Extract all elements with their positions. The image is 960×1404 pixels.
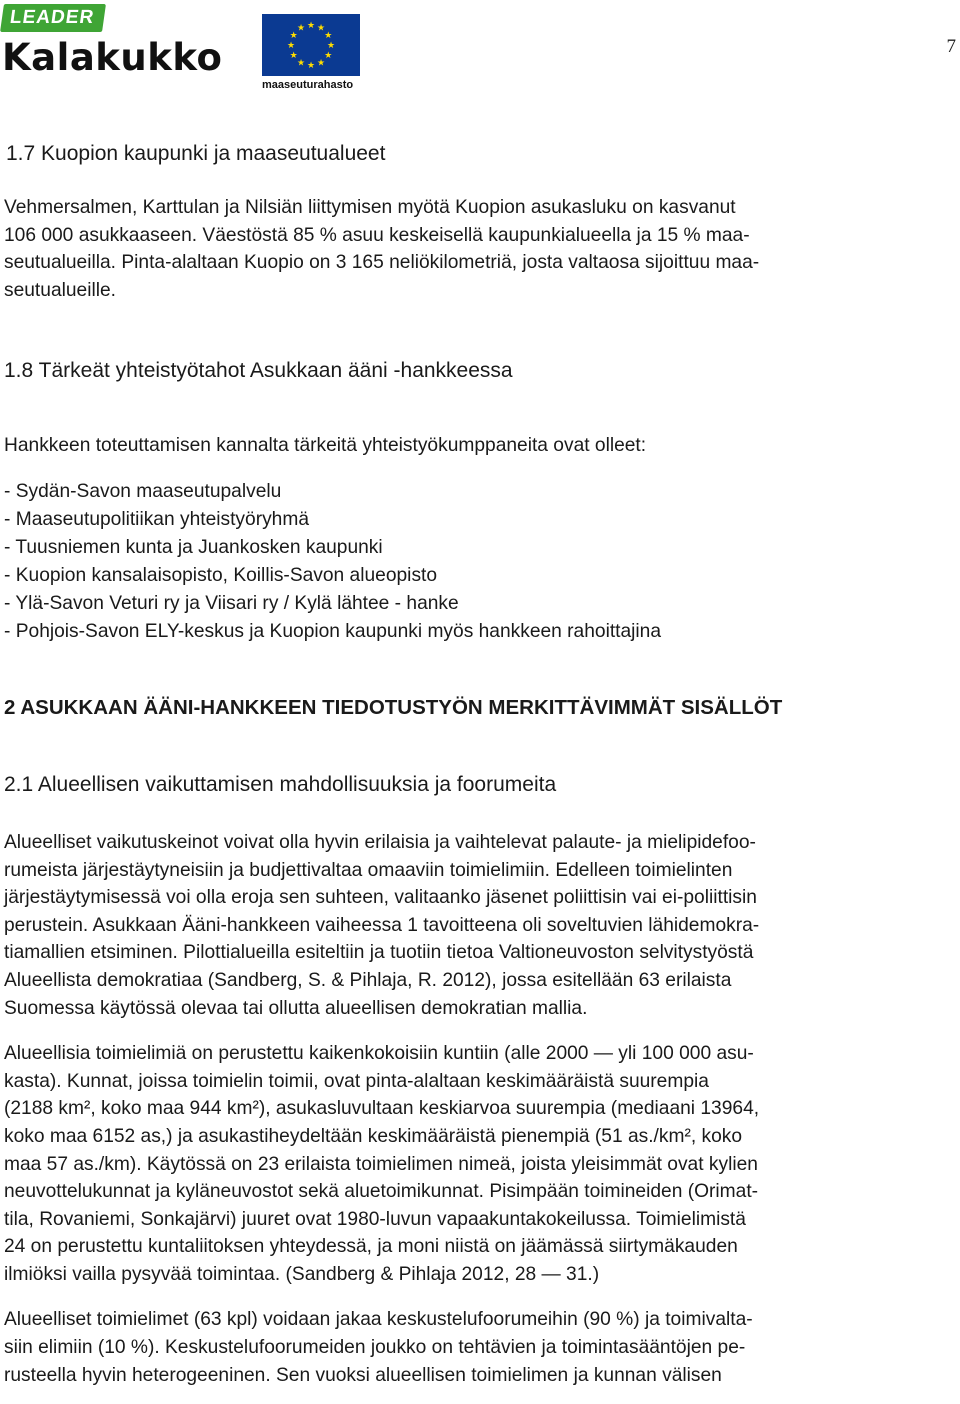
eu-star-icon: ★ (324, 30, 333, 40)
page-number: 7 (946, 36, 956, 57)
text-line: Alueellista demokratiaa (Sandberg, S. & Pihlaja, R. 2012), jossa esitellään 63 erilaista (4, 969, 732, 991)
text-line: ilmiöksi vailla pysyvää toimintaa. (Sandberg & Pihlaja 2012, 28 — 31.) (4, 1263, 600, 1285)
text-line: Alueellisia toimielimiä on perustettu kaikenkokoisiin kuntiin (alle 2000 — yli 100 000 asu- (4, 1043, 754, 1065)
leader-kalakukko-logo (2, 4, 222, 79)
eu-star-icon: ★ (316, 22, 326, 33)
eu-star-icon: ★ (286, 40, 296, 50)
text-line: 24 on perustettu kuntaliitoksen yhteydessä, ja moni niistä on jäämässä siirtymäkauden (4, 1236, 738, 1258)
paragraph-1 (4, 829, 952, 1022)
leader-badge: LEADER (0, 4, 106, 32)
list-item: - Tuusniemen kunta ja Juankosken kaupunki (4, 536, 383, 558)
text-line: Suomessa käytössä olevaa tai ollutta alueellisen demokratian mallia. (4, 997, 588, 1019)
text-line: neuvottelukunnat ja kyläneuvostot sekä aluetoimikunnat. Pisimpään toimineiden (Orimat- (4, 1181, 759, 1203)
text-line: tiamallien etsiminen. Pilottialueilla esiteltiin ja tuotiin tietoa Valtioneuvoston selvitystyöstä (4, 942, 754, 964)
text-line: maa 57 as./km). Käytössä on 23 erilaista toimielimen nimeä, joista yleisimmät ovat kylien (4, 1153, 758, 1175)
section-1-7-paragraph (4, 194, 952, 304)
eu-star-icon: ★ (306, 20, 316, 30)
text-line: tila, Rovaniemi, Sonkajärvi) juuret ovat 1980-luvun vapaakuntakokeilussa. Toimielimistä (4, 1208, 746, 1230)
paragraph-2 (4, 1040, 952, 1288)
eu-star-icon: ★ (296, 22, 306, 33)
section-1-8-intro: Hankkeen toteuttamisen kannalta tärkeitä yhteistyökumppaneita ovat olleet: (4, 435, 647, 457)
brand-name: Kalakukko (2, 36, 223, 79)
text-line: 106 000 asukkaaseen. Väestöstä 85 % asuu keskeisellä kaupunkialueella ja 15 % maa- (4, 224, 750, 246)
eu-caption: maaseuturahasto (262, 79, 354, 91)
text-line: Alueelliset vaikutuskeinot voivat olla hyvin erilaisia ja vaihtelevat palaute- ja mielipidefoo- (4, 831, 756, 853)
eu-logo (262, 14, 360, 91)
list-item: - Sydän-Savon maaseutupalvelu (4, 480, 282, 502)
text-line: siin elimiin (10 %). Keskustelufoorumeiden joukko on tehtävien ja toimintasääntöjen pe- (4, 1337, 746, 1359)
eu-star-icon: ★ (306, 60, 316, 70)
text-line: kasta). Kunnat, joissa toimielin toimii, ovat pinta-alaltaan keskimääräistä suurempia (4, 1070, 709, 1092)
eu-star-icon: ★ (296, 57, 306, 68)
text-line: järjestäytymisessä voi olla eroja sen suhteen, valitaanko jäsenet poliittisin vai ei-poliittisin (4, 887, 757, 909)
text-line: seutualueilla. Pinta-alaltaan Kuopio on 3 165 neliökilometriä, josta valtaosa sijoittuu maa- (4, 252, 760, 274)
text-line: rusteella hyvin heterogeeninen. Sen vuoksi alueellisen toimielimen ja kunnan välisen (4, 1364, 722, 1386)
text-line: perustein. Asukkaan Ääni-hankkeen vaiheessa 1 tavoitteena oli soveltuvien lähidemokra- (4, 914, 760, 936)
eu-star-icon: ★ (316, 57, 326, 68)
list-item: - Ylä-Savon Veturi ry ja Viisari ry / Kylä lähtee - hanke (4, 592, 459, 614)
paragraph-3 (4, 1306, 952, 1389)
eu-star-icon: ★ (324, 50, 333, 60)
list-item: - Kuopion kansalaisopisto, Koillis-Savon alueopisto (4, 564, 438, 586)
section-2-1-title: 2.1 Alueellisen vaikuttamisen mahdollisuuksia ja foorumeita (4, 772, 557, 796)
text-line: seutualueille. (4, 279, 117, 301)
list-item: - Pohjois-Savon ELY-keskus ja Kuopion kaupunki myös hankkeen rahoittajina (4, 620, 662, 642)
text-line: rumeista järjestäytyneisiin ja budjettivaltaa omaaviin toimielimiin. Edelleen toimielinten (4, 859, 733, 881)
section-2-title: 2 ASUKKAAN ÄÄNI-HANKKEEN TIEDOTUSTYÖN MERKITTÄVIMMÄT SISÄLLÖT (4, 695, 783, 719)
section-1-8-title: 1.8 Tärkeät yhteistyötahot Asukkaan ääni -hankkeessa (4, 359, 513, 383)
partner-list (4, 478, 952, 646)
eu-star-icon: ★ (326, 40, 336, 50)
text-line: koko maa 6152 as,) ja asukastiheydeltään keskimääräistä pienempiä (51 as./km², koko (4, 1125, 743, 1147)
eu-star-icon: ★ (289, 30, 298, 40)
eu-star-icon: ★ (289, 50, 298, 60)
eu-flag-icon (262, 14, 360, 76)
document-body (4, 138, 952, 1389)
section-1-7-title: 1.7 Kuopion kaupunki ja maaseutualueet (6, 142, 386, 165)
text-line: Vehmersalmen, Karttulan ja Nilsiän liittymisen myötä Kuopion asukasluku on kasvanut (4, 197, 736, 218)
list-item: - Maaseutupolitiikan yhteistyöryhmä (4, 508, 310, 530)
text-line: (2188 km², koko maa 944 km²), asukasluvultaan keskiarvoa suurempia (mediaani 13964, (4, 1098, 760, 1120)
text-line: Alueelliset toimielimet (63 kpl) voidaan jakaa keskustelufoorumeihin (90 %) ja toimivalta- (4, 1309, 753, 1331)
